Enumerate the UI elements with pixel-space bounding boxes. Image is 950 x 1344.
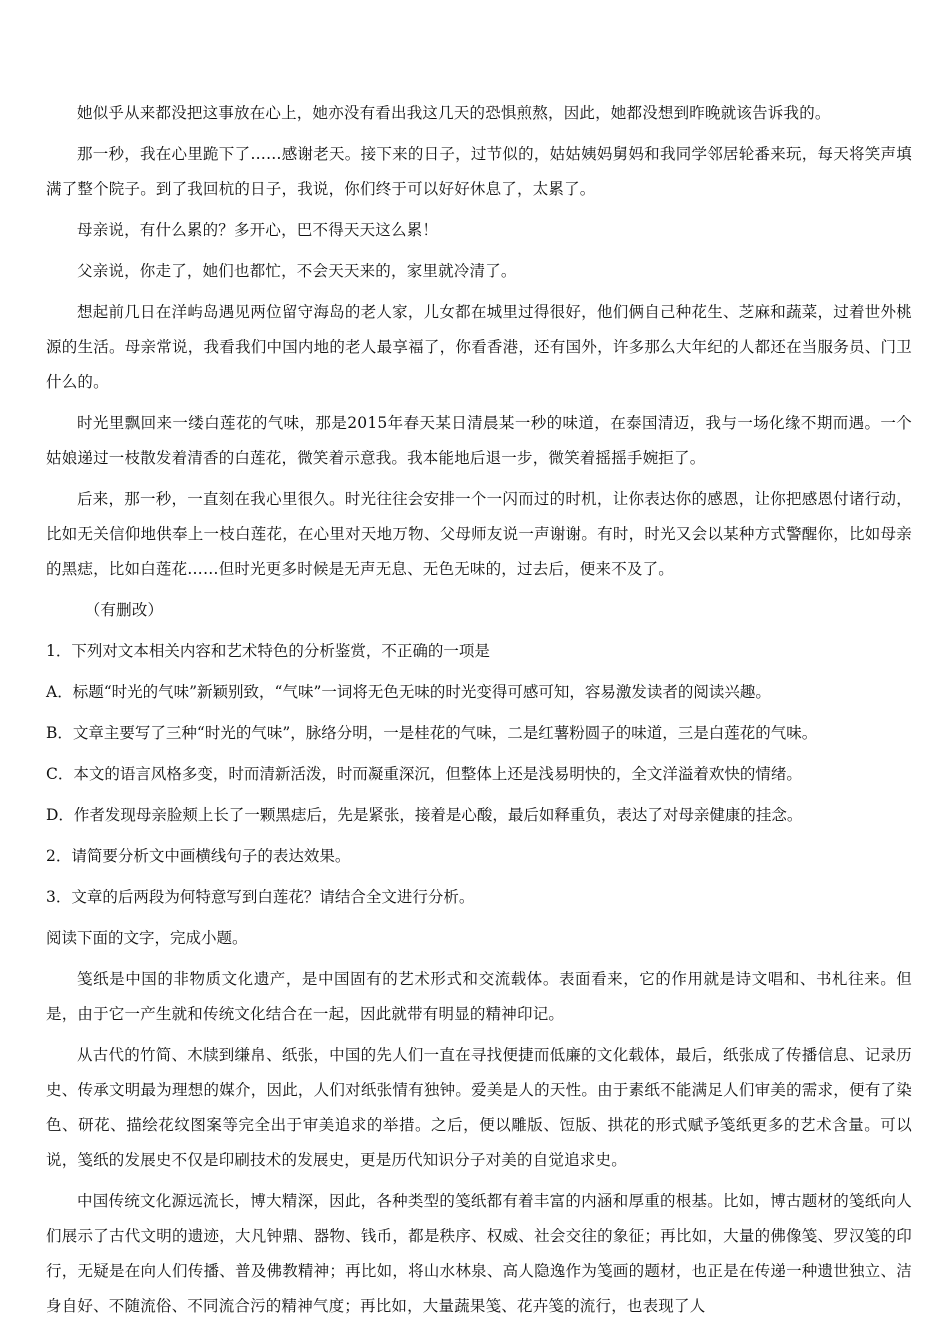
option-d: D．作者发现母亲脸颊上长了一颗黑痣后，先是紧张，接着是心酸，最后如释重负，表达了对母亲健康的挂念。: [46, 806, 803, 824]
reading-paragraph-3: 中国传统文化源远流长，博大精深，因此，各种类型的笺纸都有着丰富的内涵和厚重的根基。比如，博古题材的笺纸向人们展示了古代文明的遗迹，大凡钟鼎、器物、钱币，都是秩序、权威、社会交往的象征；再比如，大量的佛像笺、罗汉笺的印行，无疑是在向人们传播、普及佛教精神；再比如，将山水林泉、高人隐逸作为笺画的题材，也正是在传递一种遗世独立、洁身自好、不随流俗、不同流合污的精神气度；再比如，大量蔬果笺、花卉笺的流行，也表现了人: [46, 1192, 912, 1315]
option-a: A．标题“时光的气味”新颖别致，“气味”一词将无色无味的时光变得可感可知，容易激发读者的阅读兴趣。: [46, 683, 771, 701]
reading-paragraph-1: 笺纸是中国的非物质文化遗产，是中国固有的艺术形式和交流载体。表面看来，它的作用就是诗文唱和、书札往来。但是，由于它一产生就和传统文化结合在一起，因此就带有明显的精神印记。: [46, 970, 912, 1023]
reading-paragraph-2: 从古代的竹简、木牍到缣帛、纸张，中国的先人们一直在寻找便捷而低廉的文化载体，最后，纸张成了传播信息、记录历史、传承文明最为理想的媒介，因此，人们对纸张情有独钟。爱美是人的天性。由于素纸不能满足人们审美的需求，便有了染色、研花、描绘花纹图案等完全出于审美追求的举措。之后，便以雕版、饾版、拱花的形式赋予笺纸更多的艺术含量。可以说，笺纸的发展史不仅是印刷技术的发展史，更是历代知识分子对美的自觉追求史。: [46, 1046, 912, 1169]
edit-note: （有删改）: [84, 601, 164, 619]
question-2: 2．请简要分析文中画横线句子的表达效果。: [46, 847, 351, 865]
story-paragraph-1: 她似乎从来都没把这事放在心上，她亦没有看出我这几天的恐惧煎熬，因此，她都没想到昨晚就该告诉我的。: [77, 104, 831, 122]
story-paragraph-6: 时光里飘回来一缕白莲花的气味，那是2015年春天某日清晨某一秒的味道，在泰国清迈，我与一场化缘不期而遇。一个姑娘递过一枝散发着清香的白莲花，微笑着示意我。我本能地后退一步，微笑着摇摇手婉拒了。: [46, 414, 912, 467]
story-paragraph-3: 母亲说，有什么累的？多开心，巴不得天天这么累！: [77, 221, 439, 239]
question-3: 3．文章的后两段为何特意写到白莲花？请结合全文进行分析。: [46, 888, 475, 906]
story-paragraph-2: 那一秒，我在心里跪下了……感谢老天。接下来的日子，过节似的，姑姑姨妈舅妈和我同学邻居轮番来玩，每天将笑声填满了整个院子。到了我回杭的日子，我说，你们终于可以好好休息了，太累了。: [46, 145, 912, 198]
story-paragraph-7: 后来，那一秒，一直刻在我心里很久。时光往往会安排一个一闪而过的时机，让你表达你的感恩，让你把感恩付诸行动，比如无关信仰地供奉上一枝白莲花，在心里对天地万物、父母师友说一声谢谢。有时，时光又会以某种方式警醒你，比如母亲的黑痣，比如白莲花……但时光更多时候是无声无息、无色无味的，过去后，便来不及了。: [46, 490, 912, 578]
reading-intro: 阅读下面的文字，完成小题。: [46, 929, 248, 947]
option-c: C．本文的语言风格多变，时而清新活泼，时而凝重深沉，但整体上还是浅易明快的，全文洋溢着欢快的情绪。: [46, 765, 802, 783]
document-page: [46, 96, 912, 1330]
question-1: 1．下列对文本相关内容和艺术特色的分析鉴赏，不正确的一项是: [46, 642, 490, 660]
story-paragraph-4: 父亲说，你走了，她们也都忙，不会天天来的，家里就冷清了。: [77, 262, 517, 280]
story-paragraph-5: 想起前几日在洋屿岛遇见两位留守海岛的老人家，儿女都在城里过得很好，他们俩自己种花生、芝麻和蔬菜，过着世外桃源的生活。母亲常说，我看我们中国内地的老人最享福了，你看香港，还有国外，许多那么大年纪的人都还在当服务员、门卫什么的。: [46, 303, 912, 391]
option-b: B．文章主要写了三种“时光的气味”，脉络分明，一是桂花的气味，二是红薯粉圆子的味道，三是白莲花的气味。: [46, 724, 818, 742]
